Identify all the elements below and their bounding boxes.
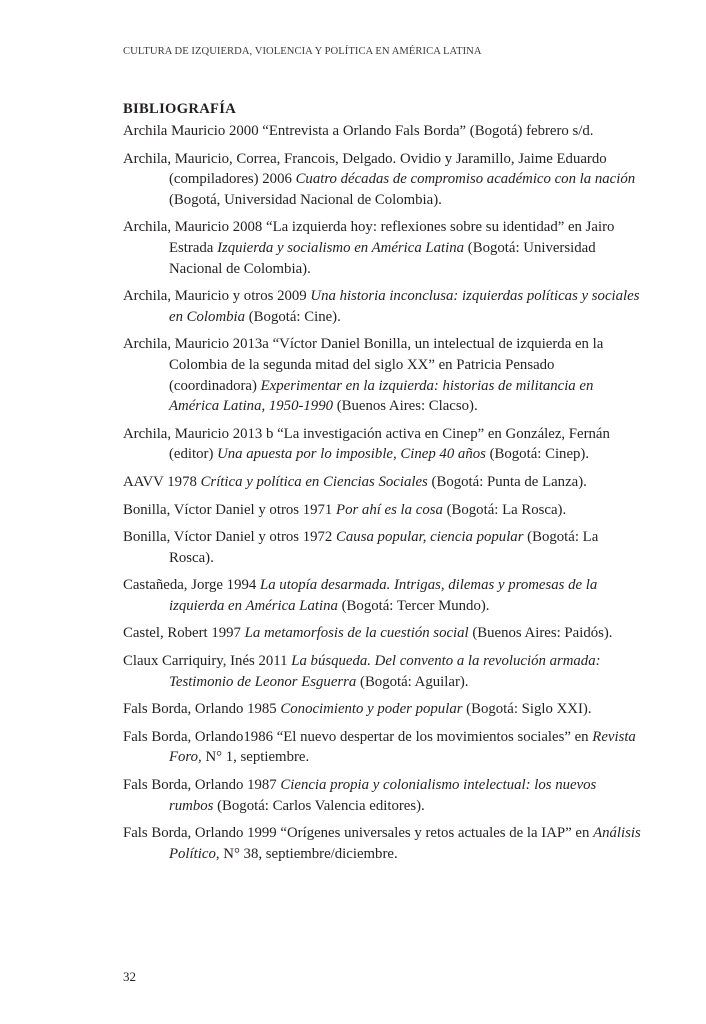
bibliography-entry: [123, 472, 643, 493]
entry-text: Archila, Mauricio 2013a “Víctor Daniel Bonilla, un intelectual de izquierda en la Colombia de la segunda mitad del siglo XX” en Patricia Pensado (coordinadora): [123, 336, 604, 394]
entry-text: Archila, Mauricio y otros 2009: [123, 288, 311, 305]
bibliography-entry: [123, 823, 643, 864]
entry-text: Bonilla, Víctor Daniel y otros 1971: [123, 501, 337, 518]
entry-publication: , N° 38, septiembre/diciembre.: [215, 845, 398, 862]
entry-title: Crítica y política en Ciencias Sociales: [200, 473, 428, 490]
entry-text: AAVV 1978: [123, 473, 201, 490]
bibliography-entry: [123, 149, 643, 211]
entry-title: Izquierda y socialismo en América Latina: [217, 239, 465, 256]
entry-text: Archila, Mauricio, Correa, Francois, Delgado. Ovidio y Jaramillo, Jaime Eduardo (compiladores) 2006: [123, 150, 607, 188]
entry-text: Castel, Robert 1997: [123, 625, 245, 642]
entry-title: La utopía desarmada. Intrigas, dilemas y promesas de la izquierda en América Latina: [169, 577, 598, 614]
bibliography-list: [123, 121, 643, 871]
running-header: CULTURA DE IZQUIERDA, VIOLENCIA Y POLÍTICA EN AMÉRICA LATINA: [123, 46, 482, 57]
entry-publication: (Bogotá: Cinep).: [485, 446, 590, 463]
bibliography-entry: [123, 699, 643, 720]
entry-title: Por ahí es la cosa: [336, 501, 443, 518]
entry-text: Bonilla, Víctor Daniel y otros 1972: [123, 529, 337, 546]
entry-publication: (Bogotá: Universidad Nacional de Colombia).: [169, 239, 596, 277]
entry-title: Experimentar en la izquierda: historias de militancia en América Latina, 1950-1990: [169, 377, 594, 415]
bibliography-entry: [123, 727, 643, 768]
entry-text: Archila, Mauricio 2013 b “La investigación activa en Cinep” en González, Fernán (editor): [123, 425, 610, 463]
entry-title: Ciencia propia y colonialismo intelectual: los nuevos rumbos: [169, 777, 597, 814]
bibliography-entry: [123, 575, 643, 616]
entry-publication: (Bogotá: Carlos Valencia editores).: [213, 797, 425, 814]
entry-text: Archila Mauricio 2000 “Entrevista a Orlando Fals Borda” (Bogotá) febrero s/d.: [123, 123, 594, 139]
section-heading: BIBLIOGRAFÍA: [123, 101, 237, 117]
entry-title: Análisis Político: [169, 825, 641, 862]
entry-title: Una apuesta por lo imposible, Cinep 40 años: [217, 446, 486, 463]
bibliography-entry: [123, 527, 643, 568]
entry-text: Fals Borda, Orlando 1987: [123, 777, 281, 794]
entry-text: Fals Borda, Orlando 1999 “Orígenes universales y retos actuales de la IAP” en: [123, 825, 594, 842]
bibliography-entry: [123, 121, 643, 142]
entry-title: Causa popular, ciencia popular: [336, 529, 524, 546]
bibliography-entry: [123, 217, 643, 279]
entry-publication: (Bogotá: Siglo XXI).: [462, 701, 592, 718]
bibliography-entry: [123, 334, 643, 416]
entry-title: La metamorfosis de la cuestión social: [244, 625, 469, 642]
page-number: 32: [123, 969, 136, 984]
entry-text: Castañeda, Jorge 1994: [123, 577, 260, 594]
entry-title: Revista Foro: [169, 728, 636, 766]
entry-title: Cuatro décadas de compromiso académico con la nación: [295, 171, 636, 188]
entry-title: Una historia inconclusa: izquierdas políticas y sociales en Colombia: [169, 288, 640, 325]
entry-title: La búsqueda. Del convento a la revolución armada: Testimonio de Leonor Esguerra: [169, 653, 601, 690]
entry-publication: (Bogotá: Cine).: [245, 308, 341, 325]
bibliography-entry: [123, 651, 643, 692]
entry-text: Fals Borda, Orlando1986 “El nuevo despertar de los movimientos sociales” en: [123, 728, 593, 745]
bibliography-entry: [123, 775, 643, 816]
entry-publication: (Bogotá: La Rosca).: [169, 529, 599, 566]
bibliography-entry: [123, 623, 643, 644]
bibliography-entry: [123, 424, 643, 465]
entry-publication: (Buenos Aires: Paidós).: [468, 625, 613, 642]
entry-publication: (Bogotá, Universidad Nacional de Colombia).: [169, 191, 442, 208]
entry-publication: (Bogotá: Tercer Mundo).: [337, 597, 490, 614]
entry-publication: (Bogotá: Punta de Lanza).: [427, 473, 587, 490]
entry-title: Conocimiento y poder popular: [280, 701, 463, 718]
entry-publication: (Buenos Aires: Clacso).: [333, 398, 478, 415]
entry-text: Archila, Mauricio 2008 “La izquierda hoy: reflexiones sobre su identidad” en Jairo Estrada: [123, 219, 615, 256]
entry-text: Claux Carriquiry, Inés 2011: [123, 653, 292, 670]
entry-publication: (Bogotá: Aguilar).: [356, 673, 469, 690]
entry-text: Fals Borda, Orlando 1985: [123, 701, 281, 718]
bibliography-entry: [123, 500, 643, 521]
entry-publication: (Bogotá: La Rosca).: [442, 501, 567, 518]
bibliography-entry: [123, 286, 643, 327]
entry-publication: , N° 1, septiembre.: [198, 749, 310, 766]
